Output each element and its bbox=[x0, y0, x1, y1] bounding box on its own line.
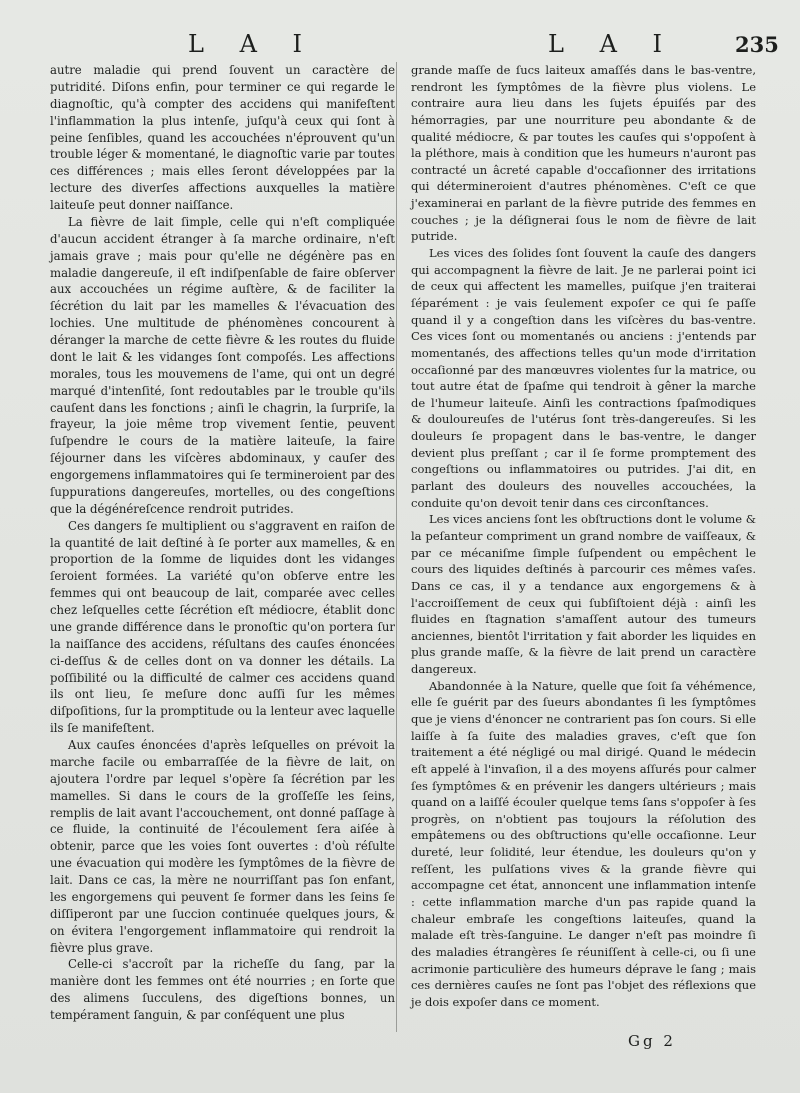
paragraph: Les vices des ſolides ſont ſouvent la cauſe des dangers qui accompagnent la fièvre de lait. Je ne parlerai point ici de ceux qui affectent les mamelles, puiſque j'en traiterai ſéparément : je vais ſeulement expoſer ce qui ſe paſſe quand il y a congeſtion dans les viſcères du bas-ventre. Ces vices ſont ou momentanés ou anciens : j'entends par momentanés, des affections telles qu'un mode d'irritation occaſionné par des manœuvres violentes ſur la matrice, ou tout autre état de ſpaſme qui tendroit à gêner la marche de l'humeur laiteuſe. Ainſi les contractions ſpaſmodiques & douloureuſes de l'utérus ſont très-dangereuſes. Si les douleurs ſe propagent dans le bas-ventre, le danger devient plus preſſant ; car il ſe forme promptement des congeſtions ou inflammatoires ou putrides. J'ai dit, en parlant des douleurs des nouvelles accouchées, la conduite qu'on devoit tenir dans ces circonſtances. bbox=[411, 246, 756, 510]
paragraph: grande maſſe de ſucs laiteux amaſſés dans le bas-ventre, rendront les ſymptômes de la fièvre plus violens. Le contraire aura lieu dans les ſujets épuiſés par des hémorragies, par une nourriture peu abondante & de qualité médiocre, & par toutes les cauſes qui s'oppoſent à la pléthore, mais à condition que les humeurs n'auront pas contracté un âcreté capable d'occaſionner des irritations qui détermineroient d'autres phénomènes. C'eſt ce que j'examinerai en parlant de la fièvre putride des femmes en couches ; je la déſignerai ſous le nom de fièvre de lait putride. bbox=[411, 63, 756, 244]
page-number: 235 bbox=[735, 32, 779, 57]
paragraph: Aux cauſes énoncées d'après leſquelles on prévoit la marche facile ou embarraſſée de la fièvre de lait, on ajoutera l'ordre par lequel s'opère ſa ſécrétion par les mamelles. Si dans le cours de la groſſeſſe les ſeins, remplis de lait avant l'accouchement, ont donné paſſage à ce fluide, la continuité de l'écoulement ſera aiſée à obtenir, parce que les voies ſont ouvertes : d'où réſulte une évacuation qui modère les ſymptômes de la fièvre de lait. Dans ce cas, la mère ne nourriſſant pas ſon enfant, les engorgemens qui peuvent ſe former dans les ſeins ſe diſſiperont par une ſuccion continuée quelques jours, & on évitera l'engorgement inflammatoire qui rendroit la fièvre plus grave. bbox=[50, 738, 395, 955]
paragraph: Ces dangers ſe multiplient ou s'aggravent en raiſon de la quantité de lait deſtiné à ſe porter aux mamelles, & en proportion de la ſomme de liquides dont les vidanges ſeroient formées. La variété qu'on obſerve entre les femmes qui ont beaucoup de lait, comparée avec celles chez leſquelles cette ſécrétion eſt médiocre, établit donc une grande différence dans le pronoſtic qu'on portera ſur la naiſſance des accidens, réſultans des cauſes énoncées ci-deſſus & de celles dont on va donner les détails. La poſſibilité ou la difficulté de calmer ces accidens quand ils ont lieu, ſe meſure donc auſſi ſur les mêmes diſpoſitions, ſur la promptitude ou la lenteur avec laquelle ils ſe manifeſtent. bbox=[50, 518, 395, 736]
running-head bbox=[0, 30, 800, 64]
running-title-left: L A I bbox=[188, 30, 317, 58]
paragraph: autre maladie qui prend ſouvent un caractère de putridité. Diſons enfin, pour terminer ce qui regarde le diagnoſtic, qu'à compter des accidens qui manifeſtent l'inflammation la plus intenſe, juſqu'à ceux qui ſont à peine ſenſibles, quand les accouchées n'éprouvent qu'un trouble léger & momentané, le diagnoſtic varie par toutes ces différences ; mais elles ſeront développées par la lecture des diverſes affections auxquelles la matière laiteuſe peut donner naiſſance. bbox=[50, 63, 395, 212]
paragraph: Celle-ci s'accroît par la richeſſe du ſang, par la manière dont les femmes ont été nourries ; en ſorte que des alimens ſucculens, des digeſtions bonnes, un tempérament ſanguin, & par conſéquent une plus bbox=[50, 957, 395, 1022]
column-divider bbox=[396, 62, 397, 1032]
paragraph: La fièvre de lait ſimple, celle qui n'eſt compliquée d'aucun accident étranger à ſa marche ordinaire, n'eſt jamais grave ; mais pour qu'elle ne dégénère pas en maladie dangereuſe, il eſt indiſpenſable de faire obſerver aux accouchées un régime auſtère, & de faciliter la ſécrétion du lait par les mamelles & l'évacuation des lochies. Une multitude de phénomènes concourent à déranger la marche de cette fièvre & les routes du fluide dont le lait & les vidanges ſont compoſés. Les affections morales, tous les mouvemens de l'ame, qui ont un degré marqué d'intenſité, ſont redoutables par le trouble qu'ils cauſent dans les fonctions ; ainſi le chagrin, la ſurpriſe, la frayeur, la joie même trop vivement ſentie, peuvent ſuſpendre le cours de la matière laiteuſe, la faire ſéjourner dans les viſcères abdominaux, y cauſer des engorgemens inflammatoires qui ſe termineroient par des ſuppurations dangereuſes, mortelles, ou des congeſtions que la dégénéreſcence rendroit putrides. bbox=[50, 214, 395, 516]
left-column bbox=[50, 62, 395, 1024]
right-column bbox=[411, 62, 756, 1011]
paragraph: Abandonnée à la Nature, quelle que ſoit ſa véhémence, elle ſe guérit par des ſueurs abondantes ſi les ſymptômes que je viens d'énoncer ne contrarient pas ſon cours. Si elle laiſſe à ſa ſuite des maladies graves, c'eſt que ſon traitement a été négligé ou mal dirigé. Quand le médecin eſt appelé à l'invaſion, il a des moyens aſſurés pour calmer ſes ſymptômes & en prévenir les dangers ultérieurs ; mais quand on a laiſſé écouler quelque tems ſans s'oppoſer à ſes progrès, on n'obtient pas toujours la réſolution des empâtemens ou des obſtructions qu'elle occaſionne. Leur dureté, leur ſolidité, leur étendue, les douleurs qu'on y reſſent, les pulſations vives & la grande fièvre qui accompagne cet état, annoncent une inflammation intenſe : cette inflammation marche d'un pas rapide quand la chaleur embraſe les congeſtions laiteuſes, quand la malade eſt très-ſanguine. Le danger n'eſt pas moindre ſi des maladies étrangères ſe réuniſſent à celle-ci, ou ſi une acrimonie particulière des humeurs déprave le ſang ; mais ces dernières cauſes ne ſont pas l'objet des réflexions que je dois expoſer dans ce moment. bbox=[411, 678, 756, 1009]
signature-mark: Gg 2 bbox=[628, 1032, 676, 1050]
running-title-right: L A I bbox=[548, 30, 677, 58]
paragraph: Les vices anciens ſont les obſtructions dont le volume & la peſanteur compriment un grand nombre de vaiſſeaux, & par ce mécaniſme ſimple ſuſpendent ou empêchent le cours des liquides deſtinés à parcourir ces mêmes vaſes. Dans ce cas, il y a tendance aux engorgemens & à l'accroiſſement de ceux qui ſubſiſtoient déjà : ainſi les fluides en ſtagnation s'amaſſent autour des tumeurs anciennes, bientôt l'irritation y fait aborder les liquides en plus grande maſſe, & la fièvre de lait prend un caractère dangereux. bbox=[411, 512, 756, 677]
